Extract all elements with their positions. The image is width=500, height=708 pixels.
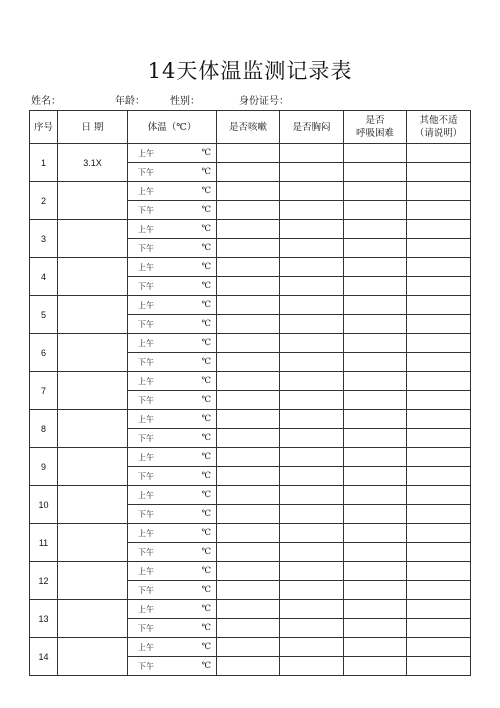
cough-cell[interactable] [217, 220, 280, 239]
header-temperature: 体温（℃） [128, 111, 217, 144]
temperature-log-table [29, 110, 471, 676]
cough-cell[interactable] [217, 410, 280, 429]
day-number: 6 [30, 334, 58, 372]
period-label-pm: 下午 [128, 657, 167, 676]
other-discomfort-cell[interactable] [407, 296, 471, 315]
table-row [30, 220, 471, 239]
day-number: 1 [30, 144, 58, 182]
breathing-difficulty-cell[interactable] [344, 144, 407, 163]
breathing-difficulty-cell[interactable] [344, 619, 407, 638]
temperature-value-cell[interactable]: ℃ [167, 619, 217, 638]
period-label-am: 上午 [128, 448, 167, 467]
breathing-difficulty-cell[interactable] [344, 239, 407, 258]
chest-tightness-cell[interactable] [280, 372, 344, 391]
cough-cell[interactable] [217, 467, 280, 486]
breathing-difficulty-cell[interactable] [344, 467, 407, 486]
cough-cell[interactable] [217, 581, 280, 600]
day-number: 14 [30, 638, 58, 676]
breathing-difficulty-cell[interactable] [344, 562, 407, 581]
chest-tightness-cell[interactable] [280, 562, 344, 581]
cough-cell[interactable] [217, 429, 280, 448]
other-discomfort-cell[interactable] [407, 353, 471, 372]
period-label-am: 上午 [128, 562, 167, 581]
period-label-pm: 下午 [128, 467, 167, 486]
cough-cell[interactable] [217, 239, 280, 258]
cough-cell[interactable] [217, 524, 280, 543]
day-number: 9 [30, 448, 58, 486]
chest-tightness-cell[interactable] [280, 353, 344, 372]
period-label-am: 上午 [128, 182, 167, 201]
date-cell[interactable] [58, 258, 128, 296]
table-row [30, 258, 471, 277]
breathing-difficulty-cell[interactable] [344, 429, 407, 448]
day-number: 5 [30, 296, 58, 334]
temperature-value-cell[interactable]: ℃ [167, 372, 217, 391]
day-number: 2 [30, 182, 58, 220]
temperature-value-cell[interactable]: ℃ [167, 657, 217, 676]
date-cell[interactable] [58, 638, 128, 676]
breathing-difficulty-cell[interactable] [344, 334, 407, 353]
other-discomfort-cell[interactable] [407, 505, 471, 524]
date-cell[interactable] [58, 486, 128, 524]
age-label: 年龄： [115, 96, 145, 107]
header-other-line1: 其他不适 [419, 115, 458, 126]
temperature-value-cell[interactable]: ℃ [167, 315, 217, 334]
chest-tightness-cell[interactable] [280, 163, 344, 182]
breathing-difficulty-cell[interactable] [344, 581, 407, 600]
chest-tightness-cell[interactable] [280, 391, 344, 410]
period-label-am: 上午 [128, 334, 167, 353]
header-breathing-line1: 是否 [365, 115, 385, 126]
cough-cell[interactable] [217, 543, 280, 562]
other-discomfort-cell[interactable] [407, 467, 471, 486]
table-row [30, 144, 471, 163]
date-cell[interactable] [58, 220, 128, 258]
temperature-value-cell[interactable]: ℃ [167, 220, 217, 239]
period-label-am: 上午 [128, 410, 167, 429]
table-row [30, 600, 471, 619]
chest-tightness-cell[interactable] [280, 239, 344, 258]
temperature-value-cell[interactable]: ℃ [167, 182, 217, 201]
chest-tightness-cell[interactable] [280, 448, 344, 467]
table-row [30, 334, 471, 353]
cough-cell[interactable] [217, 144, 280, 163]
breathing-difficulty-cell[interactable] [344, 391, 407, 410]
cough-cell[interactable] [217, 258, 280, 277]
chest-tightness-cell[interactable] [280, 467, 344, 486]
breathing-difficulty-cell[interactable] [344, 277, 407, 296]
chest-tightness-cell[interactable] [280, 581, 344, 600]
chest-tightness-cell[interactable] [280, 429, 344, 448]
other-discomfort-cell[interactable] [407, 410, 471, 429]
table-row [30, 372, 471, 391]
other-discomfort-cell[interactable] [407, 315, 471, 334]
other-discomfort-cell[interactable] [407, 144, 471, 163]
period-label-pm: 下午 [128, 353, 167, 372]
chest-tightness-cell[interactable] [280, 182, 344, 201]
temperature-value-cell[interactable]: ℃ [167, 334, 217, 353]
breathing-difficulty-cell[interactable] [344, 201, 407, 220]
name-label: 姓名： [31, 96, 61, 107]
temperature-value-cell[interactable]: ℃ [167, 429, 217, 448]
other-discomfort-cell[interactable] [407, 600, 471, 619]
period-label-am: 上午 [128, 296, 167, 315]
period-label-am: 上午 [128, 144, 167, 163]
day-number: 4 [30, 258, 58, 296]
cough-cell[interactable] [217, 353, 280, 372]
table-row [30, 486, 471, 505]
other-discomfort-cell[interactable] [407, 638, 471, 657]
other-discomfort-cell[interactable] [407, 562, 471, 581]
breathing-difficulty-cell[interactable] [344, 543, 407, 562]
cough-cell[interactable] [217, 391, 280, 410]
period-label-pm: 下午 [128, 239, 167, 258]
cough-cell[interactable] [217, 600, 280, 619]
temperature-value-cell[interactable]: ℃ [167, 581, 217, 600]
temperature-value-cell[interactable]: ℃ [167, 600, 217, 619]
table-row [30, 638, 471, 657]
cough-cell[interactable] [217, 657, 280, 676]
temperature-value-cell[interactable]: ℃ [167, 144, 217, 163]
cough-cell[interactable] [217, 562, 280, 581]
breathing-difficulty-cell[interactable] [344, 182, 407, 201]
date-cell[interactable] [58, 334, 128, 372]
table-row [30, 182, 471, 201]
temperature-value-cell[interactable]: ℃ [167, 467, 217, 486]
table-row [30, 410, 471, 429]
breathing-difficulty-cell[interactable] [344, 372, 407, 391]
period-label-pm: 下午 [128, 391, 167, 410]
log-body [30, 144, 471, 676]
header-seq: 序号 [30, 111, 58, 144]
chest-tightness-cell[interactable] [280, 638, 344, 657]
breathing-difficulty-cell[interactable] [344, 315, 407, 334]
breathing-difficulty-cell[interactable] [344, 638, 407, 657]
other-discomfort-cell[interactable] [407, 220, 471, 239]
temperature-value-cell[interactable]: ℃ [167, 353, 217, 372]
day-number: 8 [30, 410, 58, 448]
chest-tightness-cell[interactable] [280, 258, 344, 277]
chest-tightness-cell[interactable] [280, 505, 344, 524]
other-discomfort-cell[interactable] [407, 524, 471, 543]
chest-tightness-cell[interactable] [280, 657, 344, 676]
other-discomfort-cell[interactable] [407, 201, 471, 220]
header-breathing-line2: 呼吸困难 [356, 128, 395, 139]
cough-cell[interactable] [217, 486, 280, 505]
period-label-am: 上午 [128, 600, 167, 619]
date-cell[interactable]: 3.1X [58, 144, 128, 182]
period-label-am: 上午 [128, 486, 167, 505]
cough-cell[interactable] [217, 638, 280, 657]
other-discomfort-cell[interactable] [407, 391, 471, 410]
chest-tightness-cell[interactable] [280, 220, 344, 239]
temperature-value-cell[interactable]: ℃ [167, 391, 217, 410]
cough-cell[interactable] [217, 334, 280, 353]
cough-cell[interactable] [217, 448, 280, 467]
period-label-pm: 下午 [128, 543, 167, 562]
breathing-difficulty-cell[interactable] [344, 410, 407, 429]
period-label-am: 上午 [128, 372, 167, 391]
day-number: 7 [30, 372, 58, 410]
chest-tightness-cell[interactable] [280, 619, 344, 638]
day-number: 3 [30, 220, 58, 258]
table-row [30, 562, 471, 581]
temperature-value-cell[interactable]: ℃ [167, 562, 217, 581]
id-number-label: 身份证号： [239, 96, 289, 107]
period-label-pm: 下午 [128, 201, 167, 220]
header-date: 日 期 [58, 111, 128, 144]
other-discomfort-cell[interactable] [407, 372, 471, 391]
other-discomfort-cell[interactable] [407, 581, 471, 600]
page-title: 14天体温监测记录表 [147, 59, 353, 83]
temperature-value-cell[interactable]: ℃ [167, 543, 217, 562]
breathing-difficulty-cell[interactable] [344, 505, 407, 524]
header-cough: 是否咳嗽 [217, 111, 280, 144]
period-label-pm: 下午 [128, 315, 167, 334]
period-label-pm: 下午 [128, 429, 167, 448]
other-discomfort-cell[interactable] [407, 543, 471, 562]
chest-tightness-cell[interactable] [280, 486, 344, 505]
date-cell[interactable] [58, 524, 128, 562]
temperature-value-cell[interactable]: ℃ [167, 296, 217, 315]
header-other-line2: （请说明） [414, 128, 463, 139]
breathing-difficulty-cell[interactable] [344, 296, 407, 315]
period-label-pm: 下午 [128, 505, 167, 524]
period-label-pm: 下午 [128, 163, 167, 182]
breathing-difficulty-cell[interactable] [344, 486, 407, 505]
chest-tightness-cell[interactable] [280, 334, 344, 353]
temperature-value-cell[interactable]: ℃ [167, 239, 217, 258]
table-row [30, 448, 471, 467]
temperature-value-cell[interactable]: ℃ [167, 258, 217, 277]
chest-tightness-cell[interactable] [280, 201, 344, 220]
chest-tightness-cell[interactable] [280, 600, 344, 619]
date-cell[interactable] [58, 296, 128, 334]
period-label-am: 上午 [128, 220, 167, 239]
chest-tightness-cell[interactable] [280, 277, 344, 296]
temperature-value-cell[interactable]: ℃ [167, 163, 217, 182]
day-number: 13 [30, 600, 58, 638]
chest-tightness-cell[interactable] [280, 144, 344, 163]
other-discomfort-cell[interactable] [407, 486, 471, 505]
cough-cell[interactable] [217, 277, 280, 296]
other-discomfort-cell[interactable] [407, 239, 471, 258]
temperature-value-cell[interactable]: ℃ [167, 524, 217, 543]
gender-label: 性别： [170, 96, 200, 107]
cough-cell[interactable] [217, 163, 280, 182]
day-number: 11 [30, 524, 58, 562]
header-chest-tightness: 是否胸闷 [280, 111, 344, 144]
temperature-value-cell[interactable]: ℃ [167, 410, 217, 429]
day-number: 10 [30, 486, 58, 524]
breathing-difficulty-cell[interactable] [344, 657, 407, 676]
period-label-am: 上午 [128, 524, 167, 543]
cough-cell[interactable] [217, 619, 280, 638]
temperature-value-cell[interactable]: ℃ [167, 448, 217, 467]
cough-cell[interactable] [217, 201, 280, 220]
cough-cell[interactable] [217, 315, 280, 334]
chest-tightness-cell[interactable] [280, 315, 344, 334]
temperature-value-cell[interactable]: ℃ [167, 201, 217, 220]
date-cell[interactable] [58, 410, 128, 448]
temperature-value-cell[interactable]: ℃ [167, 277, 217, 296]
other-discomfort-cell[interactable] [407, 429, 471, 448]
cough-cell[interactable] [217, 182, 280, 201]
other-discomfort-cell[interactable] [407, 182, 471, 201]
header-row [30, 111, 471, 144]
period-label-am: 上午 [128, 638, 167, 657]
day-number: 12 [30, 562, 58, 600]
table-row [30, 296, 471, 315]
cough-cell[interactable] [217, 372, 280, 391]
cough-cell[interactable] [217, 505, 280, 524]
breathing-difficulty-cell[interactable] [344, 258, 407, 277]
header-other-discomfort [407, 111, 471, 144]
date-cell[interactable] [58, 600, 128, 638]
breathing-difficulty-cell[interactable] [344, 353, 407, 372]
breathing-difficulty-cell[interactable] [344, 163, 407, 182]
other-discomfort-cell[interactable] [407, 163, 471, 182]
chest-tightness-cell[interactable] [280, 543, 344, 562]
cough-cell[interactable] [217, 296, 280, 315]
chest-tightness-cell[interactable] [280, 410, 344, 429]
chest-tightness-cell[interactable] [280, 524, 344, 543]
header-breathing-difficulty [344, 111, 407, 144]
date-cell[interactable] [58, 448, 128, 486]
period-label-pm: 下午 [128, 277, 167, 296]
other-discomfort-cell[interactable] [407, 258, 471, 277]
breathing-difficulty-cell[interactable] [344, 600, 407, 619]
temperature-value-cell[interactable]: ℃ [167, 505, 217, 524]
other-discomfort-cell[interactable] [407, 619, 471, 638]
date-cell[interactable] [58, 562, 128, 600]
breathing-difficulty-cell[interactable] [344, 524, 407, 543]
temperature-value-cell[interactable]: ℃ [167, 486, 217, 505]
period-label-am: 上午 [128, 258, 167, 277]
other-discomfort-cell[interactable] [407, 448, 471, 467]
table-row [30, 524, 471, 543]
period-label-pm: 下午 [128, 581, 167, 600]
breathing-difficulty-cell[interactable] [344, 448, 407, 467]
other-discomfort-cell[interactable] [407, 277, 471, 296]
other-discomfort-cell[interactable] [407, 334, 471, 353]
period-label-pm: 下午 [128, 619, 167, 638]
other-discomfort-cell[interactable] [407, 657, 471, 676]
date-cell[interactable] [58, 372, 128, 410]
date-cell[interactable] [58, 182, 128, 220]
temperature-value-cell[interactable]: ℃ [167, 638, 217, 657]
chest-tightness-cell[interactable] [280, 296, 344, 315]
breathing-difficulty-cell[interactable] [344, 220, 407, 239]
